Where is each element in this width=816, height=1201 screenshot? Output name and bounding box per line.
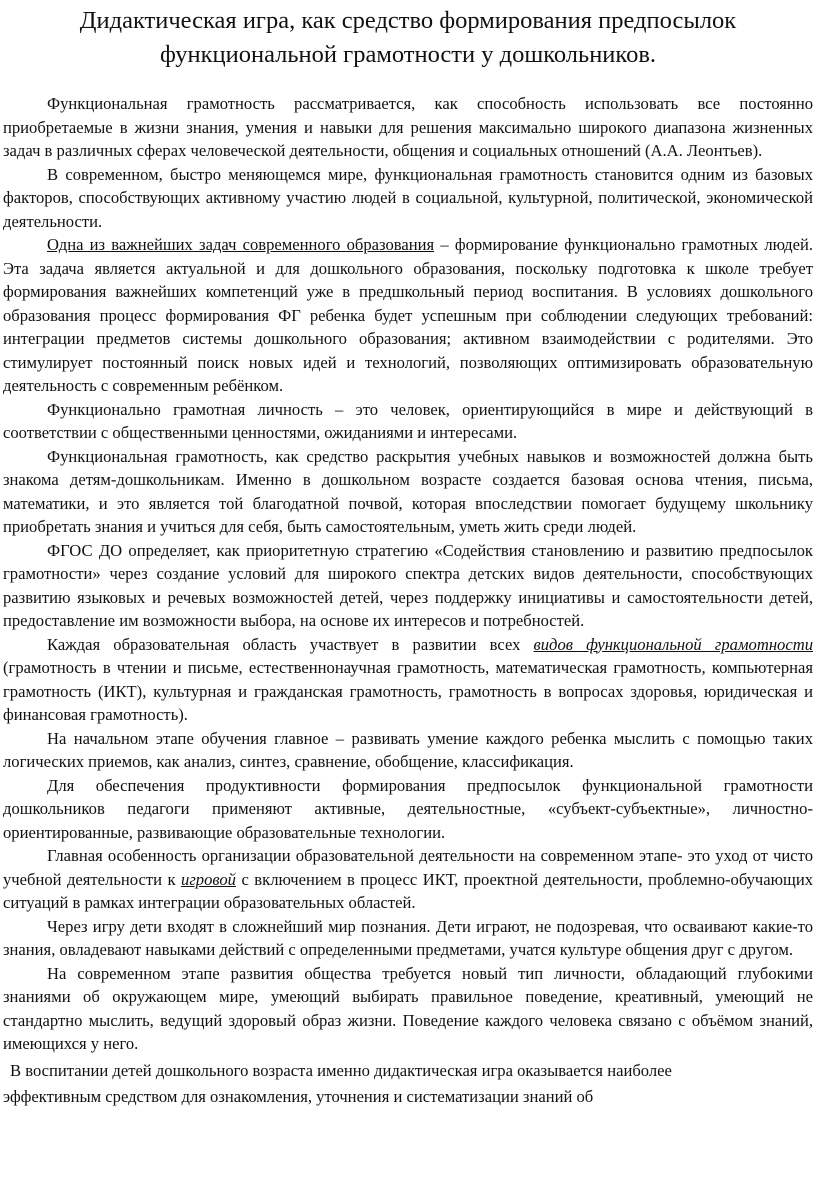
paragraph-9: Для обеспечения продуктивности формирования предпосылок функциональной грамотности дошкольников педагоги применяют активные, деятельностные, «субъект-субъектные», личностно-ориентированные, развивающие образовательные технологии. (3, 775, 813, 842)
paragraph-3-rest: – формирование функционально грамотных людей. Эта задача является актуальной и для дошкольного образования, поскольку подготовка к школе требует формирования важнейших компетенций уже в предшкольный период воспитания. В условиях дошкольного образования процесс формирования ФГ ребенка будет успешным при соблюдении следующих требований: интеграции предметов системы дошкольного образования; активном взаимодействии с родителями. Это стимулирует постоянный поиск новых идей и технологий, позволяющих оптимизировать образовательную деятельность с современным ребёнком. (3, 235, 813, 395)
paragraph-8: На начальном этапе обучения главное – развивать умение каждого ребенка мыслить с помощью таких логических приемов, как анализ, синтез, сравнение, обобщение, классификация. (3, 728, 813, 771)
paragraph-12: На современном этапе развития общества требуется новый тип личности, обладающий глубокими знаниями об окружающем мире, умеющий выбирать правильное поведение, креативный, умеющий не стандартно мыслить, ведущий здоровый образ жизни. Поведение каждого человека связано с объёмом знаний, имеющихся у него. (3, 963, 813, 1053)
paragraph-10 (3, 844, 813, 915)
emphasized-word: игровой (181, 869, 236, 889)
document-body (3, 92, 813, 1110)
emphasized-phrase: видов функциональной грамотности (533, 634, 813, 654)
paragraph-1: Функциональная грамотность рассматривается, как способность использовать все постоянно приобретаемые в жизни знания, умения и навыки для решения максимально широкого диапазона жизненных задач в различных сферах человеческой деятельности, общения и социальных отношений (А.А. Леонтьев). (3, 94, 813, 160)
paragraph-5: Функциональная грамотность, как средство раскрытия учебных навыков и возможностей должна быть знакома детям-дошкольникам. Именно в дошкольном возрасте создается базовая основа чтения, письма, математики, и это является той благодатной почвой, которая впоследствии помогает будущему школьнику приобретать знания и учиться для себя, быть самостоятельным, уметь жить среди людей. (3, 446, 813, 536)
paragraph-13-line-1: В воспитании детей дошкольного возраста именно дидактическая игра оказывается наиболее (10, 1060, 672, 1080)
paragraph-13-line-2: эффективным средством для ознакомления, уточнения и систематизации знаний об (3, 1086, 594, 1106)
document-title: Дидактическая игра, как средство формирования предпосылок функциональной грамотности у дошкольников. (79, 7, 737, 68)
paragraph-4: Функционально грамотная личность – это человек, ориентирующийся в мире и действующий в соответствии с общественными ценностями, ожиданиями и интересами. (3, 399, 813, 442)
paragraph-2: В современном, быстро меняющемся мире, функциональная грамотность становится одним из базовых факторов, способствующих активному участию людей в социальной, культурной, политической, экономической деятельности. (3, 164, 813, 231)
paragraph-6: ФГОС ДО определяет, как приоритетную стратегию «Содействия становлению и развитию предпосылок грамотности» через создание условий для широкого спектра детских видов деятельности, способствующих развитию языковых и речевых возможностей детей, через поддержку инициативы и самостоятельности детей, предоставление им возможности выбора, на основе их интересов и потребностей. (3, 540, 813, 630)
paragraph-7-start: Каждая образовательная область участвует в развитии всех (47, 634, 534, 654)
paragraph-10-rest: с включением в процесс ИКТ, проектной деятельности, проблемно-обучающих ситуаций в рамках интеграции образовательных областей. (3, 869, 813, 912)
underlined-phrase: Одна из важнейших задач современного образования (47, 235, 435, 254)
paragraph-7-rest: (грамотность в чтении и письме, естественнонаучная грамотность, математическая грамотность, компьютерная грамотность (ИКТ), культурная и гражданская грамотность, грамотность в вопросах здоровья, юридическая и финансовая грамотность). (3, 658, 813, 724)
paragraph-11: Через игру дети входят в сложнейший мир познания. Дети играют, не подозревая, что осваивают какие-то знания, овладевают навыками действий с определенными предметами, учатся культуре общения друг с другом. (3, 916, 813, 959)
paragraph-3 (3, 233, 813, 398)
paragraph-10-start: Главная особенность организации образовательной деятельности на современном этапе- это уход от чисто учебной деятельности к (3, 846, 813, 889)
paragraph-7 (3, 633, 813, 727)
